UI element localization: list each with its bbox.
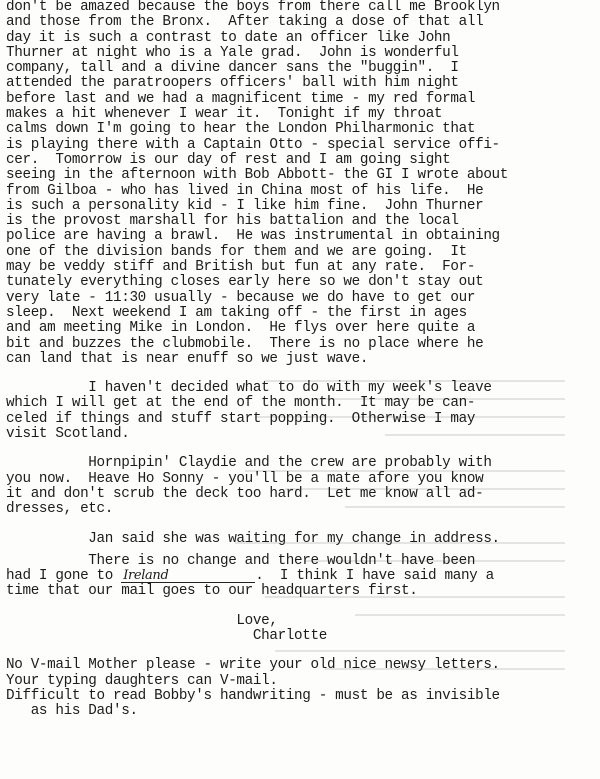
text-line: before last and we had a magnificent time - my red formal (6, 90, 476, 107)
text-line: you now. Heave Ho Sonny - you'll be a mate afore you know (6, 470, 484, 487)
text-line: as his Dad's. (6, 703, 138, 720)
text-line: very late - 11:30 usually - because we do have to get our (6, 289, 476, 306)
text-line: Thurner at night who is a Yale grad. John is wonderful (6, 44, 459, 61)
text-line: visit Scotland. (6, 426, 130, 443)
text-line: and those from the Bronx. After taking a dose of that all (6, 14, 484, 31)
text-line (6, 569, 596, 584)
text-line: calms down I'm going to hear the London Philharmonic that (6, 121, 476, 138)
text-line: day it is such a contrast to date an officer like John (6, 29, 451, 46)
text-line: is such a personality kid - I like him fine. John Thurner (6, 197, 484, 214)
text-line: sleep. Next weekend I am taking off - the first in ages (6, 304, 467, 321)
typed-letter (6, 0, 596, 719)
text-line: is the provost marshall for his battalion and the local (6, 213, 459, 230)
handwritten-ireland: Ireland (121, 570, 255, 583)
paragraph-claydie (6, 456, 596, 517)
text-line: seeing in the afternoon with Bob Abbott- the GI I wrote about (6, 167, 509, 184)
text-line: and am meeting Mike in London. He flys over here quite a (6, 320, 476, 337)
text-line: company, tall and a divine dancer sans the "buggin". I (6, 60, 459, 77)
text-line: attended the paratroopers officers' ball with him night (6, 75, 459, 92)
text-line: can land that is near enuff so we just wave. (6, 350, 369, 367)
text-line: one of the division bands for them and we are going. It (6, 243, 467, 260)
text-line: Difficult to read Bobby's handwriting - must be as invisible (6, 687, 500, 704)
text-line: from Gilboa - who has lived in China most of his life. He (6, 182, 484, 199)
text-line: cer. Tomorrow is our day of rest and I am going sight (6, 151, 451, 168)
text-line: Your typing daughters can V-mail. (6, 672, 278, 689)
postscript (6, 658, 596, 719)
paragraph-jan (6, 532, 596, 547)
paragraph-leave (6, 381, 596, 442)
text-line: don't be amazed because the boys from there call me Brooklyn (6, 0, 500, 15)
text-line: which I will get at the end of the month. It may be can- (6, 395, 476, 412)
text-line: Hornpipin' Claydie and the crew are probably with (6, 455, 492, 472)
text-line: time that our mail goes to our headquarters first. (6, 583, 418, 600)
text-line: I haven't decided what to do with my week's leave (6, 380, 492, 397)
paragraph-main (6, 0, 596, 367)
text-line: celed if things and stuff start popping. Otherwise I may (6, 410, 476, 427)
text-line: is playing there with a Captain Otto - special service offi- (6, 136, 500, 153)
text-line: dresses, etc. (6, 501, 113, 518)
text-line: may be veddy stiff and British but fun at any rate. For- (6, 259, 476, 276)
text-line: makes a hit whenever I wear it. Tonight if my throat (6, 106, 443, 123)
signature-charlotte: Charlotte (6, 627, 327, 644)
text-line: bit and buzzes the clubmobile. There is no place where he (6, 335, 484, 352)
text-segment: had I gone to (6, 568, 122, 585)
text-line: it and don't scrub the deck too hard. Let me know all ad- (6, 485, 484, 502)
text-line: tunately everything closes early here so we don't stay out (6, 274, 484, 291)
text-line: No V-mail Mother please - write your old nice newsy letters. (6, 657, 500, 674)
text-line: police are having a brawl. He was instrumental in obtaining (6, 228, 500, 245)
text-line: Jan said she was waiting for my change in address. (6, 530, 500, 547)
text-line: There is no change and there wouldn't have been (6, 552, 476, 569)
closing-love: Love, (6, 612, 278, 629)
text-segment: . I think I have said many a (255, 568, 494, 585)
paragraph-no-change (6, 554, 596, 600)
